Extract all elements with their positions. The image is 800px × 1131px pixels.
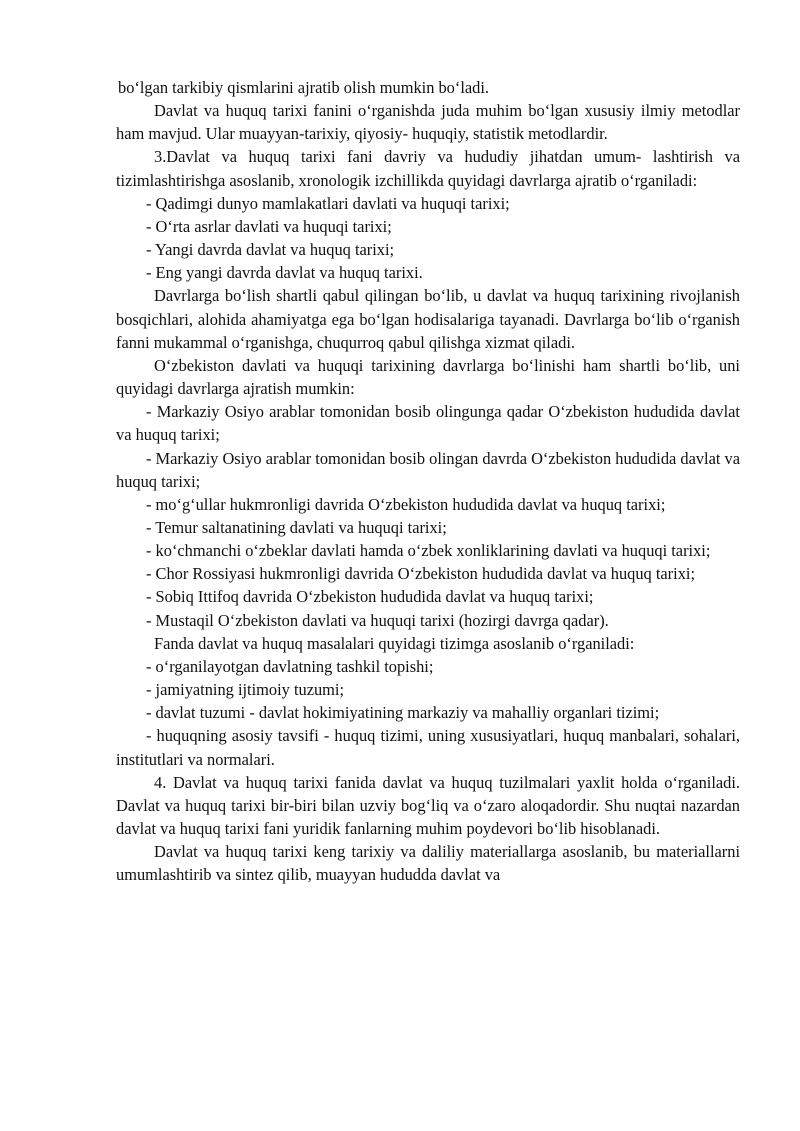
list-item: - davlat tuzumi - davlat hokimiyatining markaziy va mahalliy organlari tizimi; [146,703,660,723]
list-item: - Markaziy Osiyo arablar tomonidan bosib olingan davrda O‘zbekiston hududida davlat va huquq tarixi; [116,448,741,491]
list-item: - Qadimgi dunyo mamlakatlari davlati va huquqi tarixi; [146,193,510,213]
list-item: - huquqning asosiy tavsifi - huquq tizimi, uning xususiyatlari, huquq manbalari, sohalari, institutlari va normalari. [116,726,740,769]
list-item: - Markaziy Osiyo arablar tomonidan bosib olingunga qadar O‘zbekiston hududida davlat va huquq tarixi; [116,402,740,445]
paragraph: Davrlarga bo‘lish shartli qabul qilingan bo‘lib, u davlat va huquq tarixining rivojlanish bosqichlari, alohida ahamiyatga ega bo‘lgan hodisalariga tayanadi. Davrlarga bo‘lib o‘rganish fanni mukammal o‘rganishga, chuqurroq qabul qilishga xizmat qiladi. [116,286,740,352]
list-item: - Sobiq Ittifoq davrida O‘zbekiston hududida davlat va huquq tarixi; [146,587,594,607]
list-item: - Eng yangi davrda davlat va huquq tarixi. [146,263,423,283]
paragraph: Davlat va huquq tarixi keng tarixiy va daliliy materiallarga asoslanib, bu materiallarni umumlashtirib va sintez qilib, muayyan hududda davlat va [116,842,740,885]
list-item: - O‘rta asrlar davlati va huquqi tarixi; [146,216,392,236]
paragraph: bo‘lgan tarkibiy qismlarini ajratib olish mumkin bo‘ladi. [118,78,490,97]
list-item: - Temur saltanatining davlati va huquqi tarixi; [146,517,447,537]
list-item: - Chor Rossiyasi hukmronligi davrida O‘zbekiston hududida davlat va huquq tarixi; [146,564,695,584]
paragraph: 3.Davlat va huquq tarixi fani davriy va hududiy jihatdan umum- lashtirish va tizimlashtirishga asoslanib, xronologik izchillikda quyidagi davrlarga ajratib o‘rganiladi: [116,147,740,190]
list-item: - Yangi davrda davlat va huquq tarixi; [146,240,395,260]
paragraph: O‘zbekiston davlati va huquqi tarixining davrlarga bo‘linishi ham shartli bo‘lib, uni quyidagi davrlarga ajratish mumkin: [116,355,740,399]
document-page [116,76,740,886]
paragraph: Davlat va huquq tarixi fanini o‘rganishda juda muhim bo‘lgan xususiy ilmiy metodlar ham mavjud. Ular muayyan-tarixiy, qiyosiy- huquqiy, statistik metodlardir. [116,101,740,144]
list-item: - jamiyatning ijtimoiy tuzumi; [146,680,345,700]
list-item: - o‘rganilayotgan davlatning tashkil topishi; [146,656,434,676]
paragraph: 4. Davlat va huquq tarixi fanida davlat va huquq tuzilmalari yaxlit holda o‘rganiladi. Davlat va huquq tarixi bir-biri bilan uzviy bog‘liq va o‘zaro aloqadordir. Shu nuqtai nazardan davlat va huquq tarixi fani yuridik fanlarning muhim poydevori bo‘lib hisoblanadi. [116,772,740,838]
paragraph: Fanda davlat va huquq masalalari quyidagi tizimga asoslanib o‘rganiladi: [154,633,635,653]
list-item: - ko‘chmanchi o‘zbeklar davlati hamda o‘zbek xonliklarining davlati va huquqi tarixi; [146,541,711,561]
list-item: - Mustaqil O‘zbekiston davlati va huquqi tarixi (hozirgi davrga qadar). [146,610,609,630]
list-item: - mo‘g‘ullar hukmronligi davrida O‘zbekiston hududida davlat va huquq tarixi; [146,494,666,514]
